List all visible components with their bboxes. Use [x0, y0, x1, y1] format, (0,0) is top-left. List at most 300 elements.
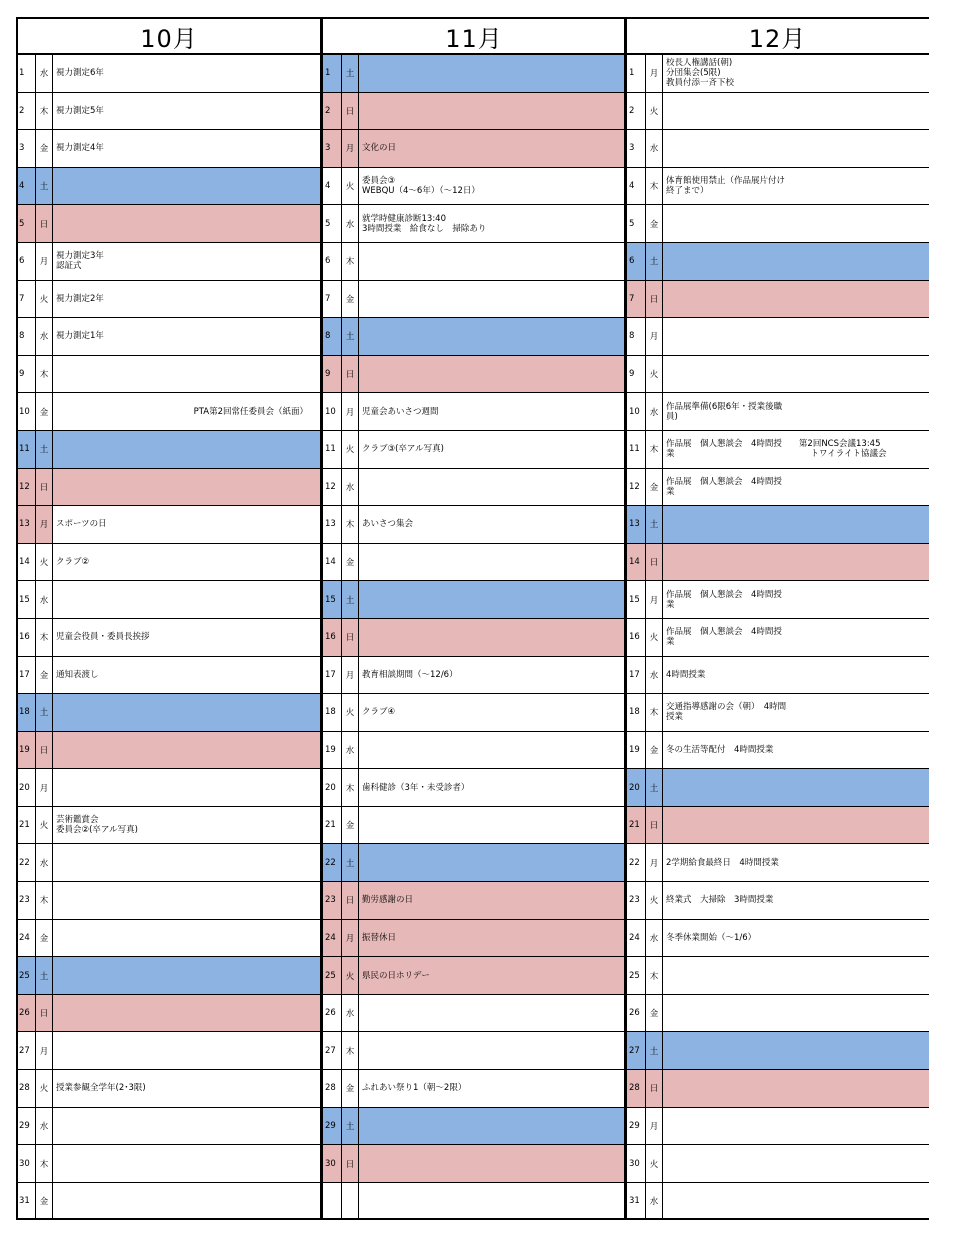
day-row — [626, 431, 929, 469]
day-number: 1 — [322, 55, 342, 92]
event-cell: ふれあい祭り1（朝～2限） — [362, 1083, 467, 1094]
day-row — [16, 581, 322, 619]
event-cell: 4時間授業 — [666, 669, 706, 680]
event-cell — [663, 1183, 929, 1219]
weekday: 月 — [646, 55, 663, 92]
weekday: 日 — [342, 619, 359, 656]
day-row — [16, 807, 322, 845]
event-cell — [359, 844, 626, 881]
event-cell: 2学期給食最終日 4時間授業 — [666, 857, 779, 868]
day-number: 14 — [626, 544, 646, 581]
weekday: 月 — [36, 506, 53, 543]
event-cell — [663, 93, 929, 130]
day-row — [626, 55, 929, 93]
weekday: 水 — [342, 205, 359, 242]
event-cell — [663, 957, 929, 994]
day-number: 7 — [322, 281, 342, 318]
event-cell — [53, 844, 322, 881]
day-number: 21 — [626, 807, 646, 844]
day-row — [322, 1032, 626, 1070]
day-number: 15 — [16, 581, 36, 618]
event-cell: 視力測定4年 — [56, 143, 104, 154]
day-row — [322, 281, 626, 319]
day-row — [322, 769, 626, 807]
event-cell — [359, 93, 626, 130]
event-cell — [53, 769, 322, 806]
weekday: 水 — [646, 920, 663, 957]
event-cell: 通知表渡し — [56, 669, 99, 680]
weekday: 火 — [342, 694, 359, 731]
weekday: 木 — [342, 1032, 359, 1069]
day-row — [626, 281, 929, 319]
day-number: 22 — [16, 844, 36, 881]
month-title: 11月 — [322, 17, 626, 55]
day-row — [626, 769, 929, 807]
event-cell — [53, 581, 322, 618]
day-number: 26 — [16, 995, 36, 1032]
day-number: 30 — [16, 1145, 36, 1182]
event-cell: 作品展 個人懇談会 4時間授 業 — [666, 627, 782, 648]
event-cell — [663, 1145, 929, 1182]
event-cell — [359, 1145, 626, 1182]
weekday: 金 — [646, 732, 663, 769]
day-number: 19 — [626, 732, 646, 769]
weekday: 火 — [646, 93, 663, 130]
weekday: 木 — [36, 882, 53, 919]
event-cell — [53, 882, 322, 919]
event-cell — [359, 1108, 626, 1145]
day-row — [16, 732, 322, 770]
event-cell: 交通指導感謝の会（朝） 4時間 授業 — [666, 702, 787, 723]
weekday: 土 — [342, 55, 359, 92]
day-row — [16, 694, 322, 732]
event-cell — [53, 168, 322, 205]
day-row — [626, 130, 929, 168]
day-row — [626, 957, 929, 995]
day-number: 2 — [322, 93, 342, 130]
day-row — [16, 1145, 322, 1183]
day-number: 4 — [626, 168, 646, 205]
month-column — [16, 17, 322, 1220]
event-cell: あいさつ集会 — [362, 519, 414, 530]
day-row — [16, 93, 322, 131]
day-row — [16, 882, 322, 920]
weekday: 土 — [36, 694, 53, 731]
day-row — [626, 882, 929, 920]
weekday: 火 — [646, 1145, 663, 1182]
weekday: 火 — [342, 957, 359, 994]
weekday: 水 — [646, 130, 663, 167]
day-number: 23 — [322, 882, 342, 919]
day-number: 23 — [16, 882, 36, 919]
event-cell — [359, 469, 626, 506]
event-cell — [53, 957, 322, 994]
day-number: 12 — [16, 469, 36, 506]
day-row — [626, 469, 929, 507]
day-row — [16, 1108, 322, 1146]
day-row — [626, 544, 929, 582]
day-row — [626, 356, 929, 394]
day-row — [16, 957, 322, 995]
event-cell — [359, 1183, 626, 1219]
day-row — [16, 544, 322, 582]
event-cell: 文化の日 — [359, 130, 626, 167]
weekday: 水 — [36, 1108, 53, 1145]
event-cell: 児童会役員・委員長挨拶 — [56, 632, 150, 643]
day-row — [626, 506, 929, 544]
day-row — [626, 732, 929, 770]
weekday: 火 — [646, 356, 663, 393]
day-row — [626, 920, 929, 958]
day-number: 31 — [16, 1183, 36, 1219]
event-cell — [663, 544, 929, 581]
day-number: 29 — [322, 1108, 342, 1145]
weekday: 土 — [342, 318, 359, 355]
day-number: 18 — [16, 694, 36, 731]
day-number: 30 — [626, 1145, 646, 1182]
event-cell — [663, 281, 929, 318]
weekday: 金 — [36, 1183, 53, 1219]
event-cell: 視力測定6年 — [56, 68, 104, 79]
day-row — [16, 619, 322, 657]
day-row — [322, 205, 626, 243]
day-row — [322, 957, 626, 995]
event-cell — [53, 920, 322, 957]
day-row — [322, 393, 626, 431]
weekday: 木 — [342, 506, 359, 543]
weekday: 木 — [646, 168, 663, 205]
event-cell — [359, 619, 626, 656]
weekday: 水 — [36, 581, 53, 618]
weekday: 火 — [36, 544, 53, 581]
event-cell: 県民の日ホリデー — [359, 957, 626, 994]
day-number: 10 — [626, 393, 646, 430]
day-row — [322, 356, 626, 394]
event-cell — [359, 995, 626, 1032]
day-number: 11 — [16, 431, 36, 468]
event-cell — [663, 1108, 929, 1145]
weekday: 金 — [36, 920, 53, 957]
event-cell — [53, 694, 322, 731]
weekday: 月 — [646, 318, 663, 355]
day-number: 1 — [16, 55, 36, 92]
event-cell: 視力測定3年 認証式 — [56, 251, 104, 272]
event-cell: 教育相談期間（～12/6） — [362, 669, 458, 680]
weekday: 月 — [342, 393, 359, 430]
day-number: 2 — [626, 93, 646, 130]
event-cell — [663, 769, 929, 806]
day-number: 27 — [16, 1032, 36, 1069]
day-number: 2 — [16, 93, 36, 130]
day-row — [16, 769, 322, 807]
day-number: 7 — [16, 281, 36, 318]
day-row — [626, 168, 929, 206]
weekday: 水 — [646, 1183, 663, 1219]
weekday: 日 — [342, 1145, 359, 1182]
weekday — [342, 1183, 359, 1219]
day-number: 6 — [626, 243, 646, 280]
weekday: 水 — [646, 393, 663, 430]
event-cell — [53, 205, 322, 242]
day-row — [322, 920, 626, 958]
event-cell: 歯科健診（3年・未受診者） — [362, 782, 470, 793]
weekday: 日 — [36, 732, 53, 769]
event-cell: 振替休日 — [359, 920, 626, 957]
weekday: 日 — [36, 995, 53, 1032]
weekday: 金 — [36, 393, 53, 430]
day-number: 28 — [322, 1070, 342, 1107]
day-number: 5 — [626, 205, 646, 242]
weekday: 木 — [646, 694, 663, 731]
event-cell: クラブ④ — [362, 707, 396, 718]
event-cell — [53, 431, 322, 468]
event-cell — [359, 807, 626, 844]
event-cell — [53, 1183, 322, 1219]
day-number: 20 — [322, 769, 342, 806]
weekday: 火 — [36, 807, 53, 844]
month-column — [322, 17, 626, 1220]
event-cell — [663, 318, 929, 355]
day-row — [16, 920, 322, 958]
weekday: 金 — [646, 205, 663, 242]
weekday: 日 — [646, 281, 663, 318]
day-number: 7 — [626, 281, 646, 318]
event-cell — [53, 1032, 322, 1069]
event-cell — [359, 243, 626, 280]
day-number: 24 — [16, 920, 36, 957]
day-row — [16, 657, 322, 695]
event-cell — [663, 130, 929, 167]
day-number: 26 — [322, 995, 342, 1032]
day-row — [626, 1108, 929, 1146]
weekday: 金 — [646, 995, 663, 1032]
day-number: 16 — [626, 619, 646, 656]
weekday: 月 — [36, 769, 53, 806]
event-cell — [663, 1070, 929, 1107]
weekday: 日 — [646, 544, 663, 581]
weekday: 水 — [36, 318, 53, 355]
event-cell — [53, 1108, 322, 1145]
day-number: 21 — [16, 807, 36, 844]
event-cell: 就学時健康診断13:40 3時間授業 給食なし 掃除あり — [362, 213, 487, 234]
event-cell — [359, 544, 626, 581]
event-cell: 芸術鑑賞会 委員会②(卒アル写真) — [56, 815, 138, 836]
event-cell: 授業参観全学年(2･3限) — [56, 1083, 146, 1094]
weekday: 木 — [36, 619, 53, 656]
day-number: 13 — [626, 506, 646, 543]
day-number: 28 — [16, 1070, 36, 1107]
day-number: 16 — [322, 619, 342, 656]
weekday: 金 — [342, 807, 359, 844]
event-cell — [359, 581, 626, 618]
day-row — [322, 619, 626, 657]
month-column — [626, 17, 929, 1220]
day-number: 20 — [626, 769, 646, 806]
event-cell — [359, 281, 626, 318]
weekday: 土 — [342, 581, 359, 618]
weekday: 日 — [342, 356, 359, 393]
event-cell: 終業式 大掃除 3時間授業 — [666, 895, 774, 906]
event-cell: 視力測定5年 — [56, 105, 104, 116]
weekday: 月 — [36, 243, 53, 280]
weekday: 土 — [646, 243, 663, 280]
day-row — [16, 205, 322, 243]
day-number: 9 — [16, 356, 36, 393]
weekday: 木 — [646, 431, 663, 468]
weekday: 金 — [646, 469, 663, 506]
weekday: 金 — [342, 544, 359, 581]
weekday: 火 — [646, 882, 663, 919]
event-cell — [359, 1032, 626, 1069]
weekday: 木 — [646, 957, 663, 994]
day-row — [322, 1145, 626, 1183]
day-number: 23 — [626, 882, 646, 919]
event-cell: 体育館使用禁止（作品展片付け 終了まで） — [666, 176, 786, 197]
day-number: 28 — [626, 1070, 646, 1107]
day-row — [626, 1070, 929, 1108]
weekday: 金 — [36, 657, 53, 694]
day-row — [16, 55, 322, 93]
day-number: 9 — [626, 356, 646, 393]
day-row — [16, 844, 322, 882]
day-row — [16, 995, 322, 1033]
weekday: 金 — [36, 130, 53, 167]
event-cell: 冬の生活等配付 4時間授業 — [666, 744, 774, 755]
day-number: 11 — [626, 431, 646, 468]
weekday: 月 — [342, 920, 359, 957]
weekday: 日 — [36, 469, 53, 506]
weekday: 水 — [36, 844, 53, 881]
day-row — [16, 318, 322, 356]
event-cell — [663, 506, 929, 543]
day-row — [322, 243, 626, 281]
weekday: 日 — [646, 807, 663, 844]
weekday: 金 — [342, 1070, 359, 1107]
day-row — [16, 168, 322, 206]
weekday: 火 — [36, 281, 53, 318]
weekday: 木 — [36, 93, 53, 130]
weekday: 土 — [646, 506, 663, 543]
day-row — [322, 544, 626, 582]
day-row — [322, 55, 626, 93]
weekday: 木 — [36, 356, 53, 393]
weekday: 日 — [342, 882, 359, 919]
day-row — [322, 469, 626, 507]
day-row — [322, 1108, 626, 1146]
month-title: 10月 — [16, 17, 322, 55]
day-row — [322, 168, 626, 206]
day-row — [322, 732, 626, 770]
weekday: 月 — [342, 130, 359, 167]
day-row — [322, 995, 626, 1033]
column-divider — [320, 17, 323, 1220]
day-number: 27 — [322, 1032, 342, 1069]
day-row — [626, 318, 929, 356]
event-cell — [663, 356, 929, 393]
day-number: 5 — [16, 205, 36, 242]
weekday: 水 — [646, 657, 663, 694]
day-number: 14 — [322, 544, 342, 581]
day-number: 18 — [626, 694, 646, 731]
day-row — [16, 393, 322, 431]
day-number: 27 — [626, 1032, 646, 1069]
weekday: 月 — [646, 1108, 663, 1145]
day-row — [16, 1032, 322, 1070]
day-row — [626, 807, 929, 845]
event-cell: 作品展 個人懇談会 4時間授 業 — [666, 476, 782, 497]
event-cell: クラブ② — [56, 557, 90, 568]
day-row — [626, 657, 929, 695]
weekday: 土 — [36, 431, 53, 468]
calendar-sheet — [16, 17, 929, 1220]
weekday: 土 — [646, 769, 663, 806]
day-number: 3 — [16, 130, 36, 167]
day-row — [16, 130, 322, 168]
day-number: 4 — [16, 168, 36, 205]
day-number: 25 — [16, 957, 36, 994]
day-row — [626, 205, 929, 243]
event-cell — [663, 205, 929, 242]
day-number: 6 — [16, 243, 36, 280]
day-number: 19 — [16, 732, 36, 769]
day-number: 12 — [626, 469, 646, 506]
day-row — [16, 431, 322, 469]
day-number: 17 — [626, 657, 646, 694]
day-row — [322, 130, 626, 168]
day-number: 14 — [16, 544, 36, 581]
day-number: 10 — [16, 393, 36, 430]
weekday: 金 — [342, 281, 359, 318]
event-cell — [663, 243, 929, 280]
day-number: 16 — [16, 619, 36, 656]
event-cell: 校長人権講話(朝) 分団集会(5限) 教員付添一斉下校 — [666, 58, 735, 89]
event-cell — [53, 732, 322, 769]
day-row — [322, 807, 626, 845]
day-number: 6 — [322, 243, 342, 280]
day-row — [322, 431, 626, 469]
column-divider — [16, 17, 18, 1220]
weekday: 日 — [36, 205, 53, 242]
weekday: 水 — [342, 732, 359, 769]
day-row — [16, 1183, 322, 1221]
day-row — [626, 1183, 929, 1221]
day-number: 31 — [626, 1183, 646, 1219]
day-row — [322, 657, 626, 695]
event-cell — [663, 995, 929, 1032]
day-number — [322, 1183, 342, 1219]
day-number: 11 — [322, 431, 342, 468]
day-number: 25 — [322, 957, 342, 994]
day-row — [626, 1145, 929, 1183]
day-number: 29 — [16, 1108, 36, 1145]
day-number: 8 — [322, 318, 342, 355]
day-number: 25 — [626, 957, 646, 994]
day-row — [16, 281, 322, 319]
weekday: 土 — [36, 168, 53, 205]
event-cell — [53, 995, 322, 1032]
weekday: 火 — [36, 1070, 53, 1107]
event-cell: 視力測定2年 — [56, 293, 104, 304]
day-row — [322, 506, 626, 544]
weekday: 日 — [646, 1070, 663, 1107]
event-cell: 児童会あいさつ週間 — [362, 406, 439, 417]
day-row — [626, 844, 929, 882]
weekday: 日 — [342, 93, 359, 130]
day-row — [16, 506, 322, 544]
event-cell: 視力測定1年 — [56, 331, 104, 342]
event-cell: 勤労感謝の日 — [359, 882, 626, 919]
day-row — [16, 1070, 322, 1108]
